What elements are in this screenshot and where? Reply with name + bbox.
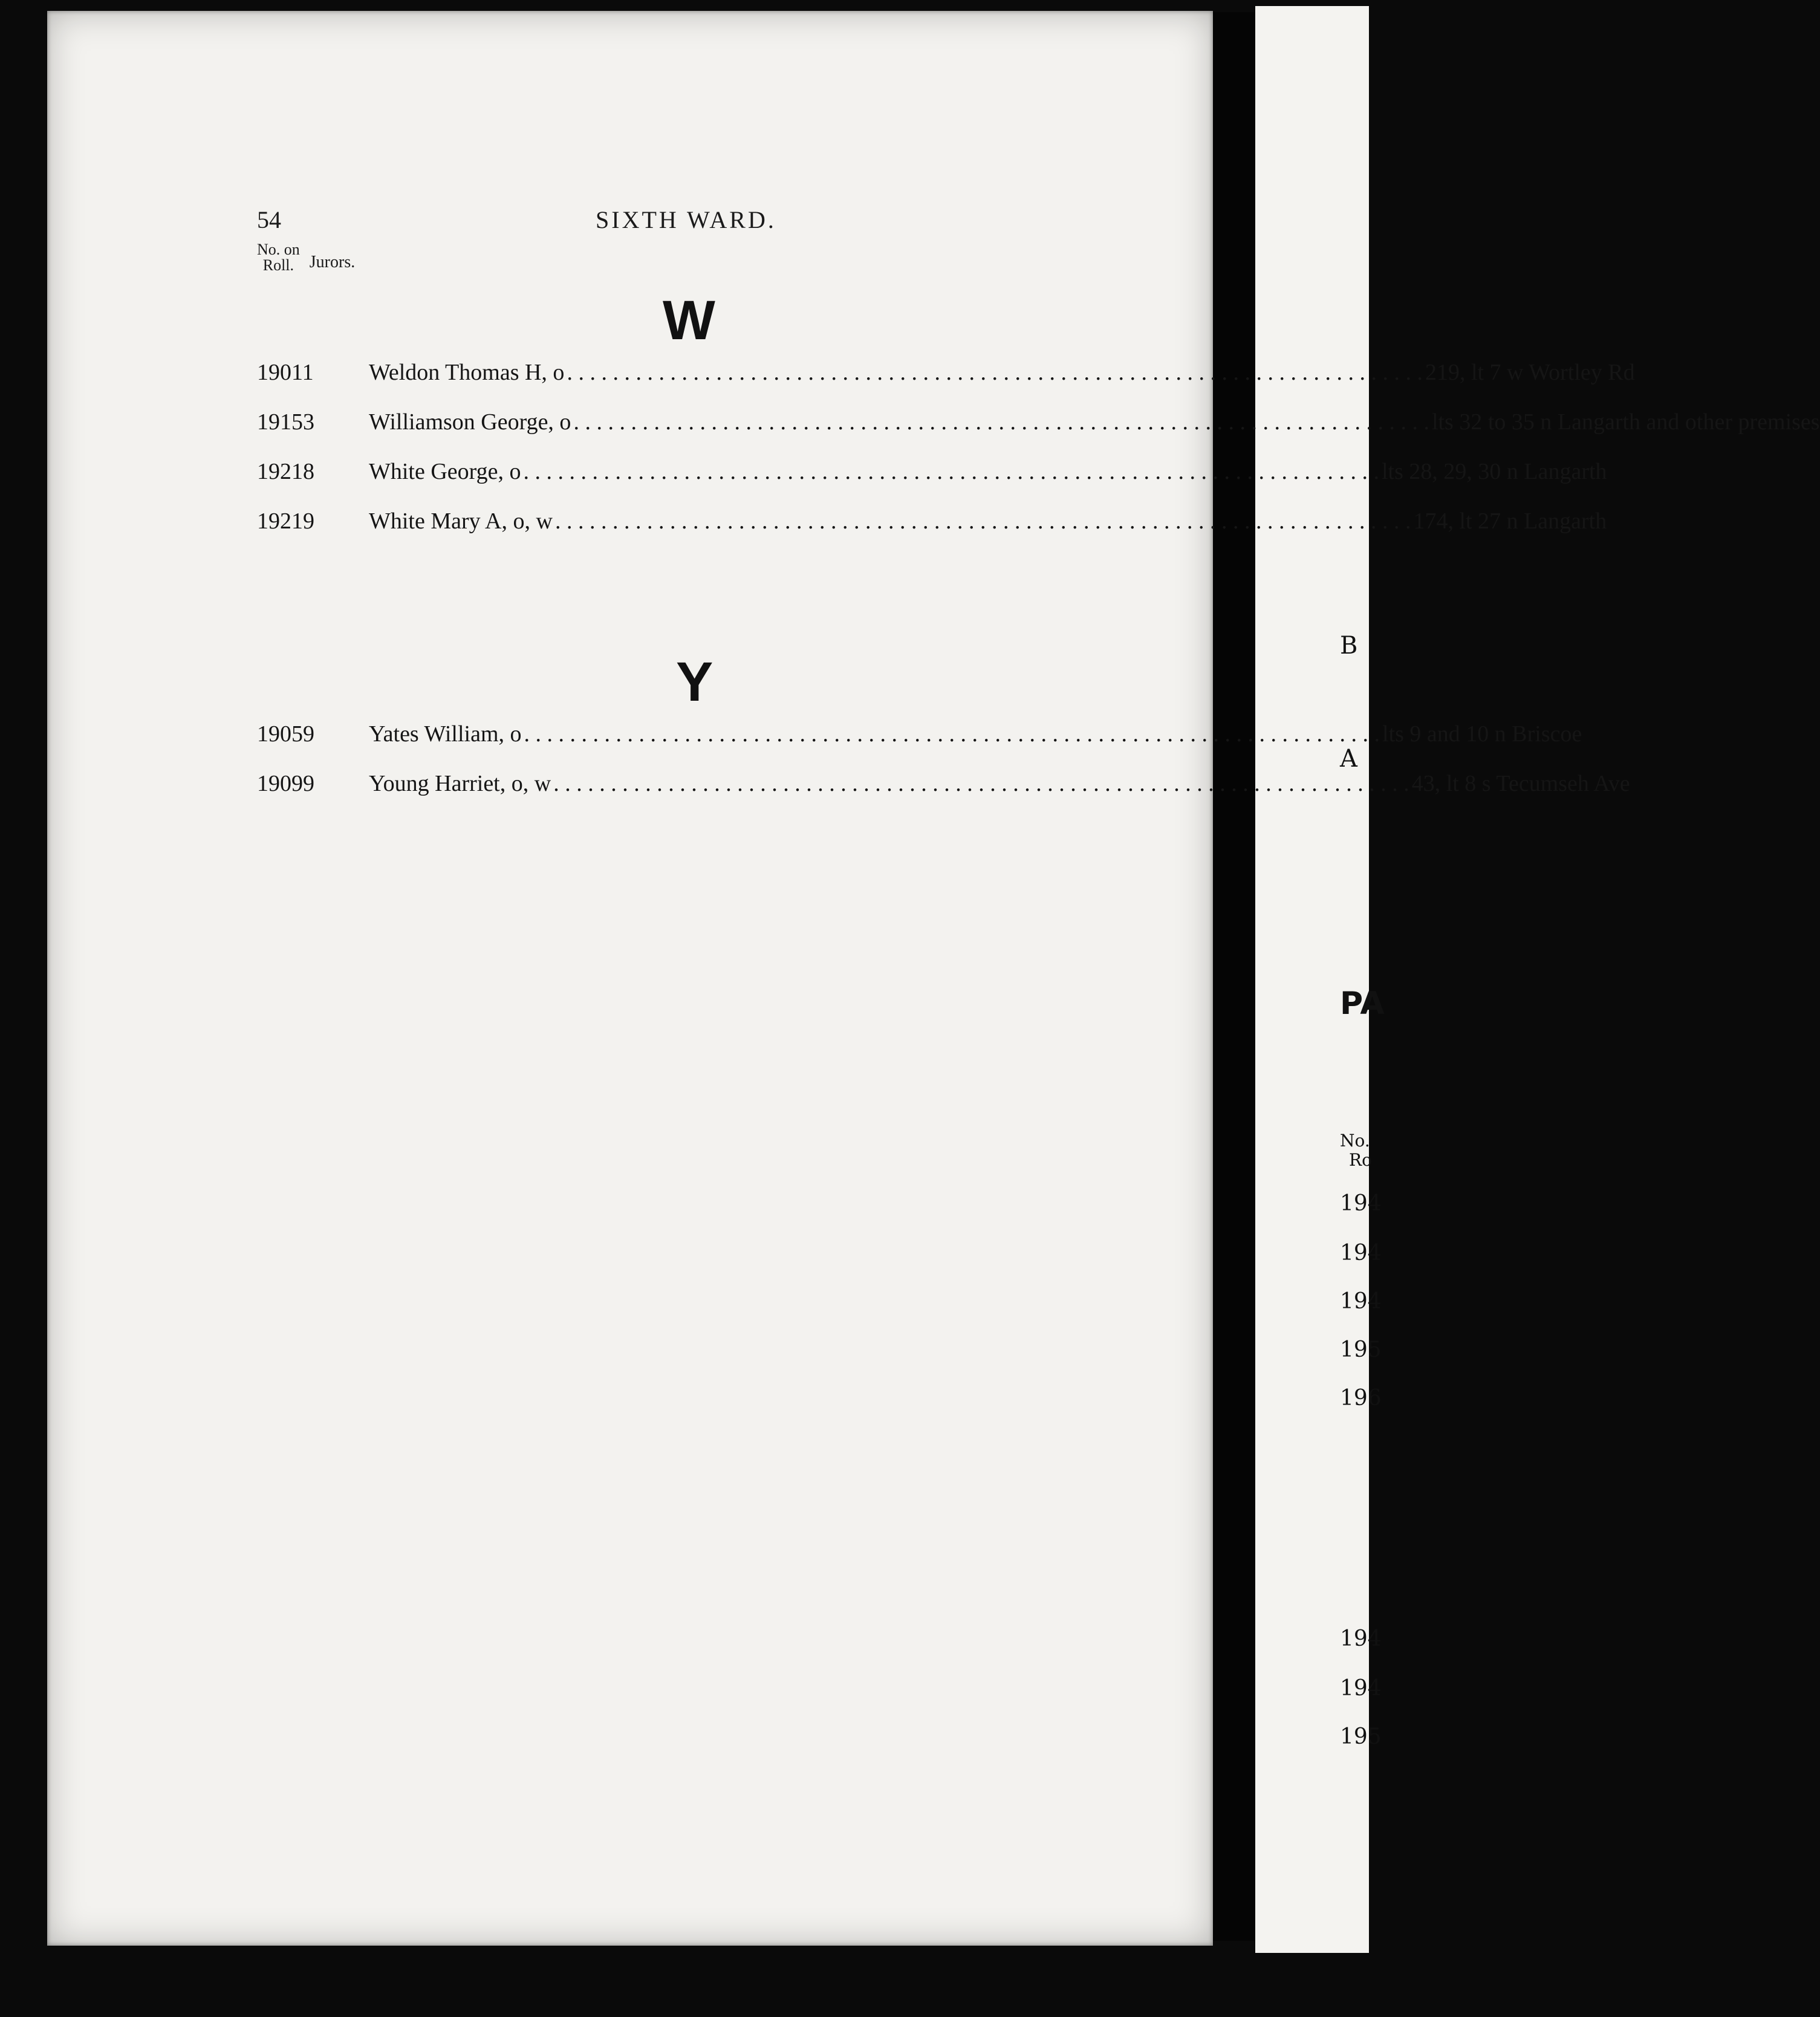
dot-leader — [571, 409, 1432, 435]
property-description: 174, lt 27 n Langarth — [1413, 508, 1607, 534]
roll-number: 19099 — [257, 771, 314, 796]
adjacent-fragment: 194 — [1340, 1241, 1382, 1265]
adjacent-fragment: 194 — [1340, 1289, 1382, 1314]
roll-number: 19218 — [257, 459, 314, 484]
adjacent-fragment: 194 — [1340, 1626, 1382, 1651]
juror-entry — [257, 770, 1630, 804]
dot-leader — [551, 770, 1412, 797]
juror-entry — [257, 359, 1635, 393]
adjacent-fragment: 196 — [1340, 1386, 1382, 1411]
adjacent-fragment: PA — [1340, 986, 1385, 1022]
book-spine — [1213, 12, 1255, 1941]
adjacent-fragment: 194 — [1340, 1191, 1382, 1216]
juror-name: Weldon Thomas H, o — [369, 360, 565, 385]
juror-name: White George, o — [369, 459, 521, 484]
juror-entry — [257, 721, 1582, 755]
juror-name: Yates William, o — [369, 721, 522, 747]
adjacent-fragment: 195 — [1340, 1724, 1382, 1749]
dot-leader — [521, 458, 1382, 485]
column-header-no-on-roll-line2: Roll. — [262, 256, 294, 274]
column-header-no-on-roll-line1: No. on — [257, 241, 300, 258]
property-description: lts 28, 29, 30 n Langarth — [1382, 459, 1607, 484]
roll-number: 19219 — [257, 508, 314, 534]
juror-name: Williamson George, o — [369, 409, 571, 435]
dot-leader — [553, 508, 1414, 534]
adjacent-fragment: 195 — [1340, 1337, 1382, 1362]
juror-name: White Mary A, o, w — [369, 508, 553, 534]
juror-entry — [257, 458, 1607, 492]
adjacent-fragment: Ro — [1349, 1150, 1372, 1170]
left-page — [47, 11, 1213, 1946]
adjacent-page-edge — [1255, 6, 1385, 1953]
page-number: 54 — [257, 206, 281, 233]
roll-number: 19153 — [257, 409, 314, 435]
column-header — [257, 242, 355, 273]
adjacent-fragment: 194 — [1340, 1676, 1382, 1701]
roll-number: 19059 — [257, 721, 314, 747]
juror-name: Young Harriet, o, w — [369, 771, 551, 796]
juror-entry — [257, 409, 1820, 443]
column-header-jurors: Jurors. — [309, 253, 356, 271]
adjacent-fragment: A — [1340, 745, 1357, 773]
dot-leader — [564, 359, 1425, 386]
property-description: lts 9 and 10 n Briscoe — [1382, 721, 1582, 747]
roll-number: 19011 — [257, 360, 314, 385]
property-description: lts 32 to 35 n Langarth and other premises — [1431, 409, 1820, 435]
section-letter-y: Y — [676, 651, 713, 713]
adjacent-fragment: No. — [1340, 1131, 1370, 1151]
section-letter-w: W — [663, 290, 715, 351]
column-header-no-on-roll — [257, 242, 300, 273]
running-head: SIXTH WARD. — [596, 206, 776, 233]
property-description: 219, lt 7 w Wortley Rd — [1425, 360, 1635, 385]
juror-entry — [257, 508, 1607, 542]
dot-leader — [522, 721, 1383, 747]
adjacent-fragment: B — [1340, 632, 1358, 660]
property-description: 43, lt 8 s Tecumseh Ave — [1411, 771, 1630, 796]
